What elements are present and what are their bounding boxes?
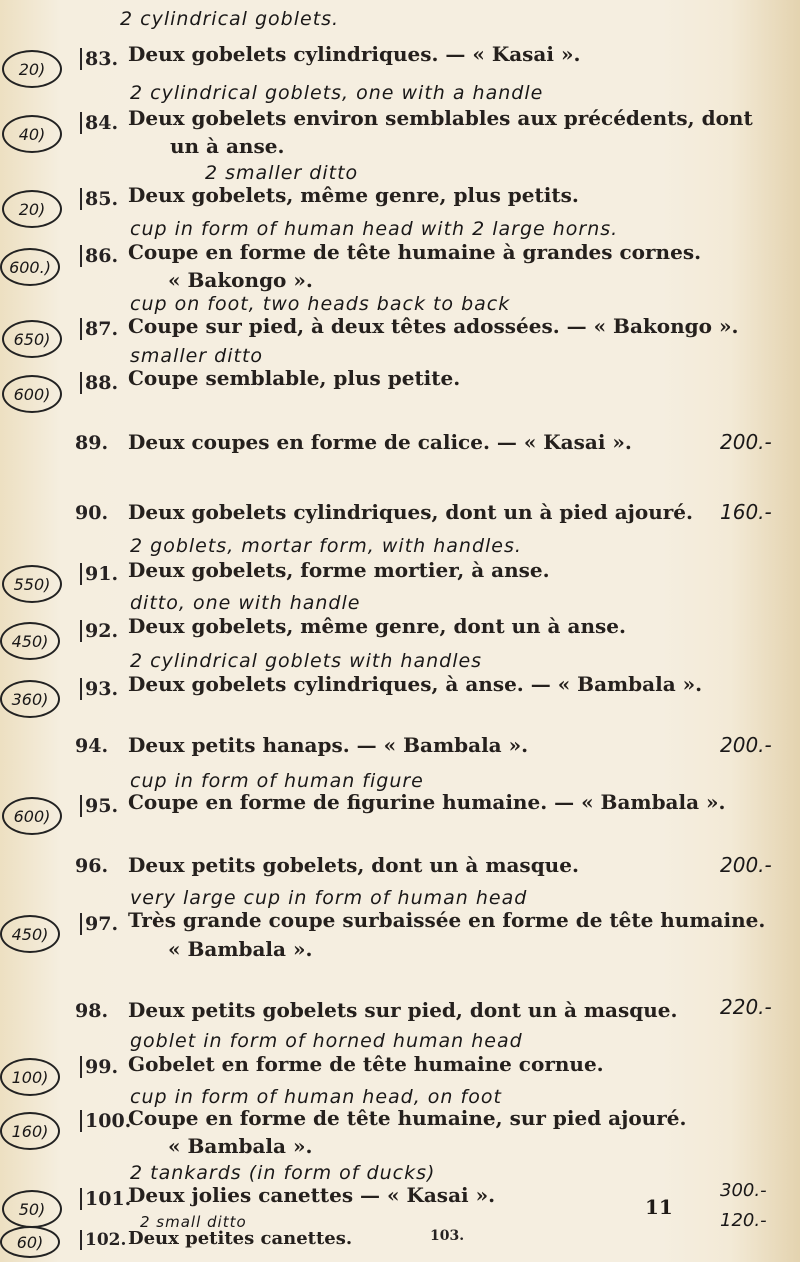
lot-number: 88. — [80, 372, 118, 394]
handwritten-note-top: 2 cylindrical goblets. — [120, 8, 340, 30]
lot-description: Coupe semblable, plus petite. — [128, 366, 461, 390]
lot-number: 101. — [80, 1188, 131, 1210]
handwritten-note: cup in form of human figure — [130, 770, 424, 792]
handwritten-note: cup on foot, two heads back to back — [130, 293, 511, 315]
lot-number: 98. — [75, 1000, 109, 1022]
lot-number: 103. — [430, 1228, 465, 1244]
price-circle: 20) — [2, 190, 62, 228]
handwritten-note: 2 cylindrical goblets with handles — [130, 650, 483, 672]
price-circle: 360) — [0, 680, 60, 718]
price-circle: 100) — [0, 1058, 60, 1096]
lot-description: Deux petits gobelets, dont un à masque. — [128, 853, 579, 877]
lot-description-continued: « Bakongo ». — [168, 268, 313, 292]
lot-number: 84. — [80, 112, 118, 134]
lot-number: 100. — [80, 1110, 131, 1132]
lot-number: 93. — [80, 678, 118, 700]
lot-description: Très grande coupe surbaissée en forme de tête humaine. — [128, 908, 766, 932]
lot-number: 83. — [80, 48, 118, 70]
lot-number: 97. — [80, 913, 118, 935]
lot-number: 102. — [80, 1230, 126, 1250]
lot-description-continued: un à anse. — [170, 134, 285, 158]
lot-description: Deux coupes en forme de calice. — « Kasai ». — [128, 430, 632, 454]
lot-number: 95. — [80, 795, 118, 817]
price-note: 160.- — [720, 500, 772, 524]
lot-number: 85. — [80, 188, 118, 210]
price-note: 200.- — [720, 853, 772, 877]
lot-description: Deux gobelets environ semblables aux précédents, dont — [128, 106, 753, 130]
price-note: 200.- — [720, 430, 772, 454]
lot-number: 90. — [75, 502, 109, 524]
lot-description-continued: « Bambala ». — [168, 1134, 313, 1158]
lot-description: Deux petites canettes. — [128, 1228, 353, 1249]
price-circle: 20) — [2, 50, 62, 88]
lot-description: Gobelet en forme de tête humaine cornue. — [128, 1052, 604, 1076]
lot-description: Deux jolies canettes — « Kasai ». — [128, 1183, 496, 1207]
price-circle: 450) — [0, 622, 60, 660]
lot-description: Deux gobelets cylindriques, dont un à pied ajouré. — [128, 500, 693, 524]
lot-description: Coupe en forme de figurine humaine. — « Bambala ». — [128, 790, 726, 814]
price-circle: 60) — [0, 1226, 60, 1258]
handwritten-note: cup in form of human head with 2 large horns. — [130, 218, 619, 240]
page-number: 11 — [645, 1195, 673, 1219]
handwritten-note: ditto, one with handle — [130, 592, 361, 614]
lot-description: Deux gobelets cylindriques. — « Kasai ». — [128, 42, 581, 66]
lot-description: Deux petits gobelets sur pied, dont un à masque. — [128, 998, 678, 1022]
lot-number: 96. — [75, 855, 109, 877]
price-circle: 600.) — [0, 248, 60, 286]
price-circle: 50) — [2, 1190, 62, 1228]
handwritten-note: cup in form of human head, on foot — [130, 1086, 502, 1108]
lot-description: Coupe en forme de tête humaine, sur pied ajouré. — [128, 1106, 687, 1130]
lot-description-continued: « Bambala ». — [168, 937, 313, 961]
lot-number: 99. — [80, 1056, 118, 1078]
lot-description: Coupe sur pied, à deux têtes adossées. — « Bakongo ». — [128, 314, 739, 338]
lot-number: 94. — [75, 735, 109, 757]
lot-description: Deux gobelets, même genre, dont un à anse. — [128, 614, 626, 638]
price-note: 220.- — [720, 995, 772, 1019]
handwritten-note: very large cup in form of human head — [130, 887, 528, 909]
lot-description: Deux gobelets cylindriques, à anse. — « Bambala ». — [128, 672, 703, 696]
lot-description: Deux petits hanaps. — « Bambala ». — [128, 733, 529, 757]
lot-description: Deux gobelets, même genre, plus petits. — [128, 183, 579, 207]
lot-number: 91. — [80, 563, 118, 585]
handwritten-note: goblet in form of horned human head — [130, 1030, 523, 1052]
price-note: 300.- — [720, 1180, 767, 1201]
lot-description: Deux gobelets, forme mortier, à anse. — [128, 558, 550, 582]
price-circle: 650) — [2, 320, 62, 358]
handwritten-note: smaller ditto — [130, 345, 264, 367]
price-circle: 600) — [2, 797, 62, 835]
lot-number: 86. — [80, 245, 118, 267]
handwritten-note: 2 small ditto — [140, 1213, 247, 1231]
price-note: 120.- — [720, 1210, 767, 1231]
lot-number: 92. — [80, 620, 118, 642]
price-circle: 160) — [0, 1112, 60, 1150]
handwritten-note: 2 tankards (in form of ducks) — [130, 1162, 436, 1184]
lot-number: 87. — [80, 318, 118, 340]
lot-description: Coupe en forme de tête humaine à grandes cornes. — [128, 240, 702, 264]
price-circle: 40) — [2, 115, 62, 153]
handwritten-note: 2 goblets, mortar form, with handles. — [130, 535, 522, 557]
price-note: 200.- — [720, 733, 772, 757]
price-circle: 550) — [2, 565, 62, 603]
handwritten-note: 2 smaller ditto — [205, 162, 359, 184]
handwritten-note: 2 cylindrical goblets, one with a handle — [130, 82, 544, 104]
price-circle: 450) — [0, 915, 60, 953]
price-circle: 600) — [2, 375, 62, 413]
lot-number: 89. — [75, 432, 109, 454]
